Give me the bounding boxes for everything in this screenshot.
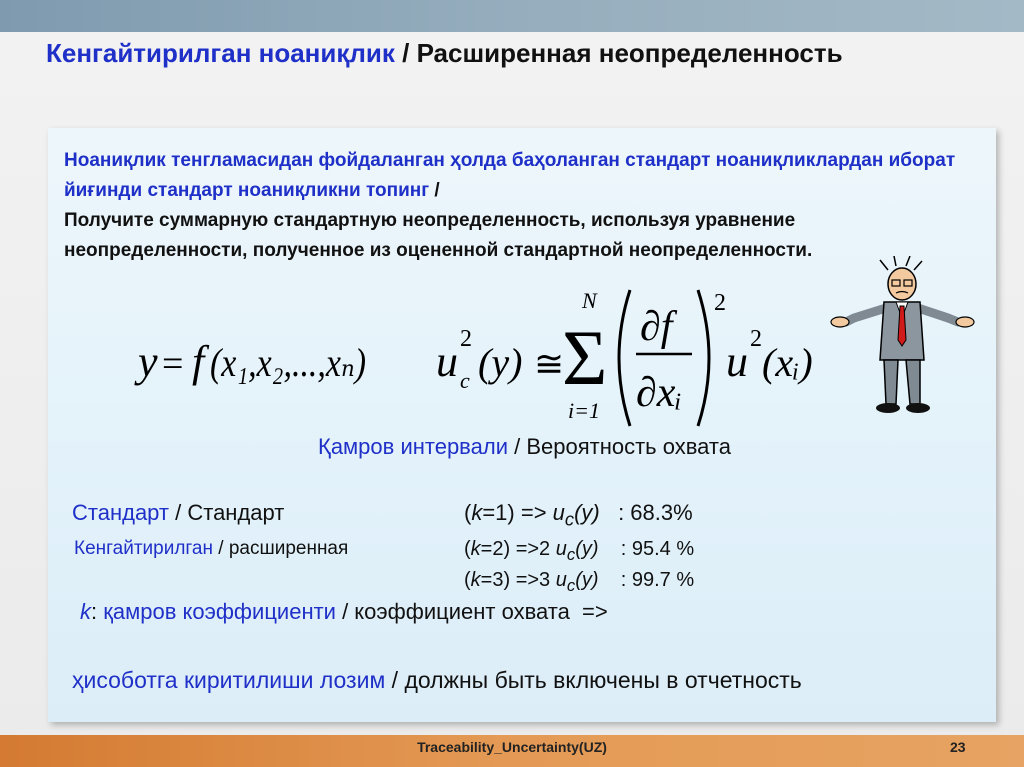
eq-u: u	[436, 337, 458, 386]
uncertainty-equation	[130, 268, 813, 428]
k1-pct: : 68.3%	[599, 500, 693, 525]
eq-f: f	[192, 337, 205, 386]
coverage-uz: Қамров интервали	[318, 434, 508, 459]
k3-u: u	[555, 569, 567, 591]
equation-graphic	[130, 268, 813, 428]
k2-u-arg: (y)	[575, 538, 599, 560]
eq-y: y	[138, 337, 158, 386]
expanded-uz: Кенгайтирилган	[74, 538, 213, 559]
eq-left-paren	[619, 290, 630, 426]
coverage-interval-line	[318, 434, 731, 460]
standard-value	[464, 500, 693, 530]
eq-u2-sup: 2	[750, 326, 762, 352]
k1-rest: =1) =>	[482, 500, 553, 525]
standard-label	[72, 500, 284, 526]
intro-text	[64, 146, 964, 266]
kline-k: k	[80, 599, 91, 624]
coverage-ru: Вероятность охвата	[526, 434, 731, 459]
top-bar	[0, 0, 1024, 32]
eq-u2: u	[726, 337, 748, 386]
report-uz: ҳисоботга киритилиши лозим	[72, 667, 386, 693]
eq-partial-num: ∂f	[640, 304, 673, 350]
eq-equals: =	[162, 343, 184, 385]
k3-value	[464, 569, 694, 596]
eq-u2-arg: (xᵢ)	[762, 340, 813, 385]
kline-ru: коэффициент охвата =>	[354, 599, 608, 624]
footer-text: Traceability_Uncertainty(UZ)	[417, 739, 607, 755]
shrugging-man-icon	[828, 256, 978, 416]
k1-open: (	[464, 500, 472, 525]
eq-outer-sup: 2	[714, 290, 726, 316]
expanded-separator: /	[212, 538, 229, 559]
title-ru: Расширенная неопределенность	[416, 38, 843, 68]
report-separator: /	[385, 667, 405, 693]
k3-k: k	[470, 569, 481, 591]
intro-ru: Получите суммарную стандартную неопределенность, используя уравнение неопределенности, полученное из оцененной стандартной неопределенности.	[64, 210, 813, 261]
expanded-ru: расширенная	[228, 538, 349, 559]
k1-u: u	[552, 500, 565, 525]
expanded-label	[74, 538, 348, 560]
title-separator: /	[394, 38, 417, 68]
k3-u-sub: c	[566, 576, 576, 595]
slide-title	[46, 38, 1016, 69]
k1-k: k	[471, 500, 483, 525]
standard-separator: /	[169, 500, 188, 525]
title-uz: Кенгайтирилган ноаниқлик	[46, 38, 395, 68]
k2-k: k	[470, 538, 481, 560]
coverage-factor-line	[80, 599, 608, 625]
eq-u-sup: 2	[460, 326, 472, 352]
intro-separator: /	[429, 180, 440, 201]
standard-ru: Стандарт	[187, 500, 285, 525]
eq-u-arg: (y)	[478, 340, 523, 385]
standard-uz: Стандарт	[72, 500, 170, 525]
kline-separator: /	[335, 599, 355, 624]
k2-value	[464, 538, 694, 565]
k3-u-arg: (y)	[575, 569, 599, 591]
report-ru: должны быть включены в отчетность	[404, 667, 802, 693]
intro-uz: Ноаниқлик тенгламасидан фойдаланган ҳолда баҳоланган стандарт ноаниқликлардан иборат йиғинди стандарт ноаниқликни топинг	[64, 150, 956, 201]
kline-uz: қамров коэффициенти	[103, 599, 336, 624]
k2-u-sub: c	[566, 545, 576, 564]
eq-sum-bottom: i=1	[568, 398, 600, 423]
k2-rest: =2) =>2	[480, 538, 556, 560]
eq-approx: ≅	[534, 344, 565, 384]
report-line	[72, 667, 802, 694]
k3-pct: : 99.7 %	[598, 569, 695, 591]
coverage-separator: /	[508, 434, 527, 459]
shrugging-man-illustration	[828, 256, 978, 416]
k3-open: (	[464, 569, 471, 591]
k2-open: (	[464, 538, 471, 560]
eq-right-paren	[698, 290, 709, 426]
k2-pct: : 95.4 %	[598, 538, 695, 560]
k3-rest: =3) =>3	[480, 569, 556, 591]
page-number: 23	[950, 739, 966, 755]
eq-sum-top: N	[582, 288, 597, 313]
kline-colon: :	[91, 599, 104, 624]
eq-u-sub: c	[460, 368, 470, 393]
eq-partial-den: ∂xᵢ	[636, 370, 683, 416]
k1-u-arg: (y)	[574, 500, 600, 525]
k2-u: u	[555, 538, 567, 560]
eq-args: (x₁,x₂,...,xₙ)	[210, 340, 366, 385]
eq-sigma: Σ	[562, 314, 608, 401]
k1-u-sub: c	[564, 508, 575, 530]
